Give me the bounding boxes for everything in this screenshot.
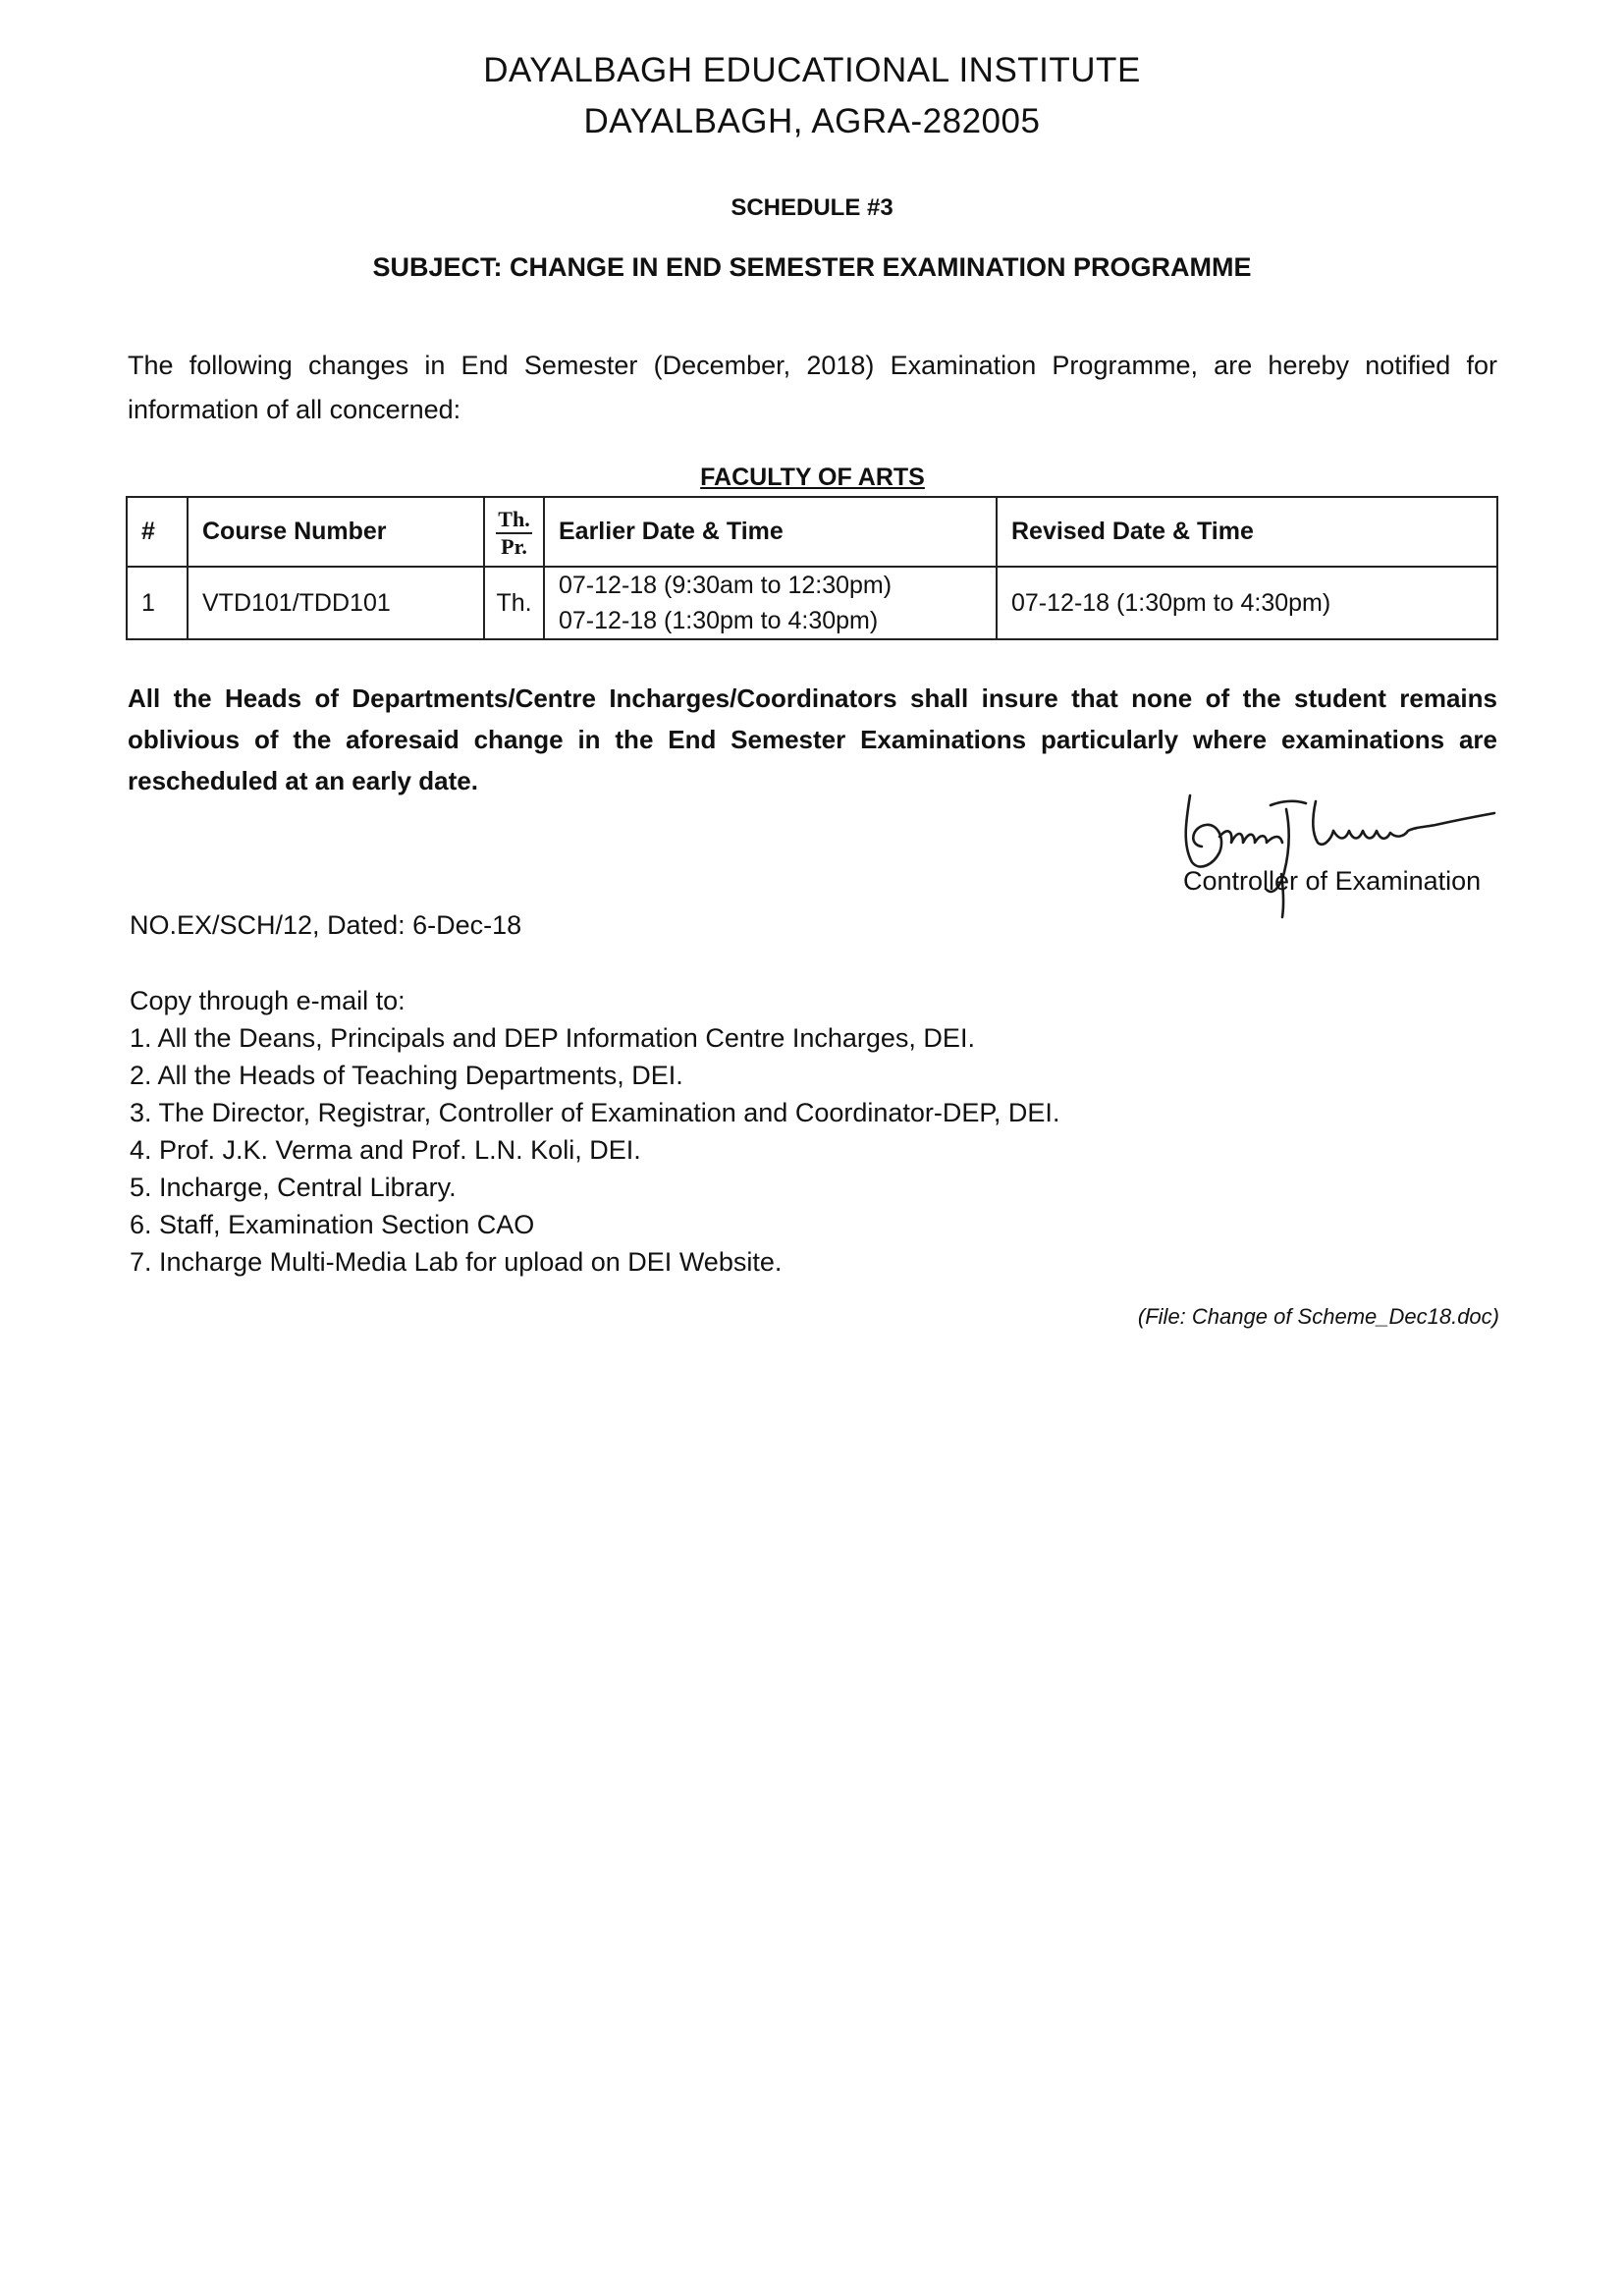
- practical-label: Pr.: [501, 534, 527, 559]
- cell-revised: 07-12-18 (1:30pm to 4:30pm): [997, 567, 1497, 639]
- cell-earlier: [544, 567, 997, 639]
- signature-image: [1168, 766, 1542, 923]
- institute-address: DAYALBAGH, AGRA-282005: [583, 102, 1041, 140]
- copy-to-list: [130, 982, 1059, 1281]
- header-course: Course Number: [188, 497, 484, 567]
- list-item: 6. Staff, Examination Section CAO: [130, 1210, 535, 1239]
- header-theory-practical: [484, 497, 544, 567]
- list-item: 4. Prof. J.K. Verma and Prof. L.N. Koli, DEI.: [130, 1135, 641, 1165]
- theory-practical-fraction: [496, 508, 531, 559]
- header-num: #: [127, 497, 188, 567]
- faculty-heading: FACULTY OF ARTS: [700, 464, 925, 491]
- table-row: [127, 567, 1497, 639]
- notice-paragraph: All the Heads of Departments/Centre Incharges/Coordinators shall insure that none of the student remains oblivious of the aforesaid change in the End Semester Examinations particularly where examinations are rescheduled at an early date.: [128, 683, 1497, 795]
- theory-label: Th.: [496, 508, 531, 534]
- schedule-table: [126, 496, 1498, 640]
- list-item: 2. All the Heads of Teaching Departments, DEI.: [130, 1061, 683, 1090]
- institute-name: DAYALBAGH EDUCATIONAL INSTITUTE: [483, 51, 1141, 89]
- intro-paragraph: The following changes in End Semester (December, 2018) Examination Programme, are hereby notified for information of all concerned:: [128, 351, 1497, 424]
- list-item: 1. All the Deans, Principals and DEP Information Centre Incharges, DEI.: [130, 1023, 975, 1053]
- file-reference: (File: Change of Scheme_Dec18.doc): [1137, 1304, 1499, 1329]
- cell-type: Th.: [484, 567, 544, 639]
- reference-number: NO.EX/SCH/12, Dated: 6-Dec-18: [130, 910, 522, 940]
- cell-course: VTD101/TDD101: [188, 567, 484, 639]
- list-item: 3. The Director, Registrar, Controller of Examination and Coordinator-DEP, DEI.: [130, 1098, 1060, 1127]
- signatory-title: Controller of Examination: [1183, 866, 1482, 896]
- list-item: 5. Incharge, Central Library.: [130, 1173, 457, 1202]
- subject-line: SUBJECT: CHANGE IN END SEMESTER EXAMINATION PROGRAMME: [372, 252, 1252, 282]
- list-item: 7. Incharge Multi-Media Lab for upload on DEI Website.: [130, 1247, 783, 1277]
- earlier-slot-1: 07-12-18 (9:30am to 12:30pm): [559, 572, 893, 599]
- table-header-row: [127, 497, 1497, 567]
- copy-heading: Copy through e-mail to:: [130, 986, 406, 1015]
- earlier-slot-2: 07-12-18 (1:30pm to 4:30pm): [559, 607, 879, 634]
- schedule-number: SCHEDULE #3: [731, 194, 893, 221]
- header-revised: Revised Date & Time: [997, 497, 1497, 567]
- header-earlier: Earlier Date & Time: [544, 497, 997, 567]
- cell-num: 1: [127, 567, 188, 639]
